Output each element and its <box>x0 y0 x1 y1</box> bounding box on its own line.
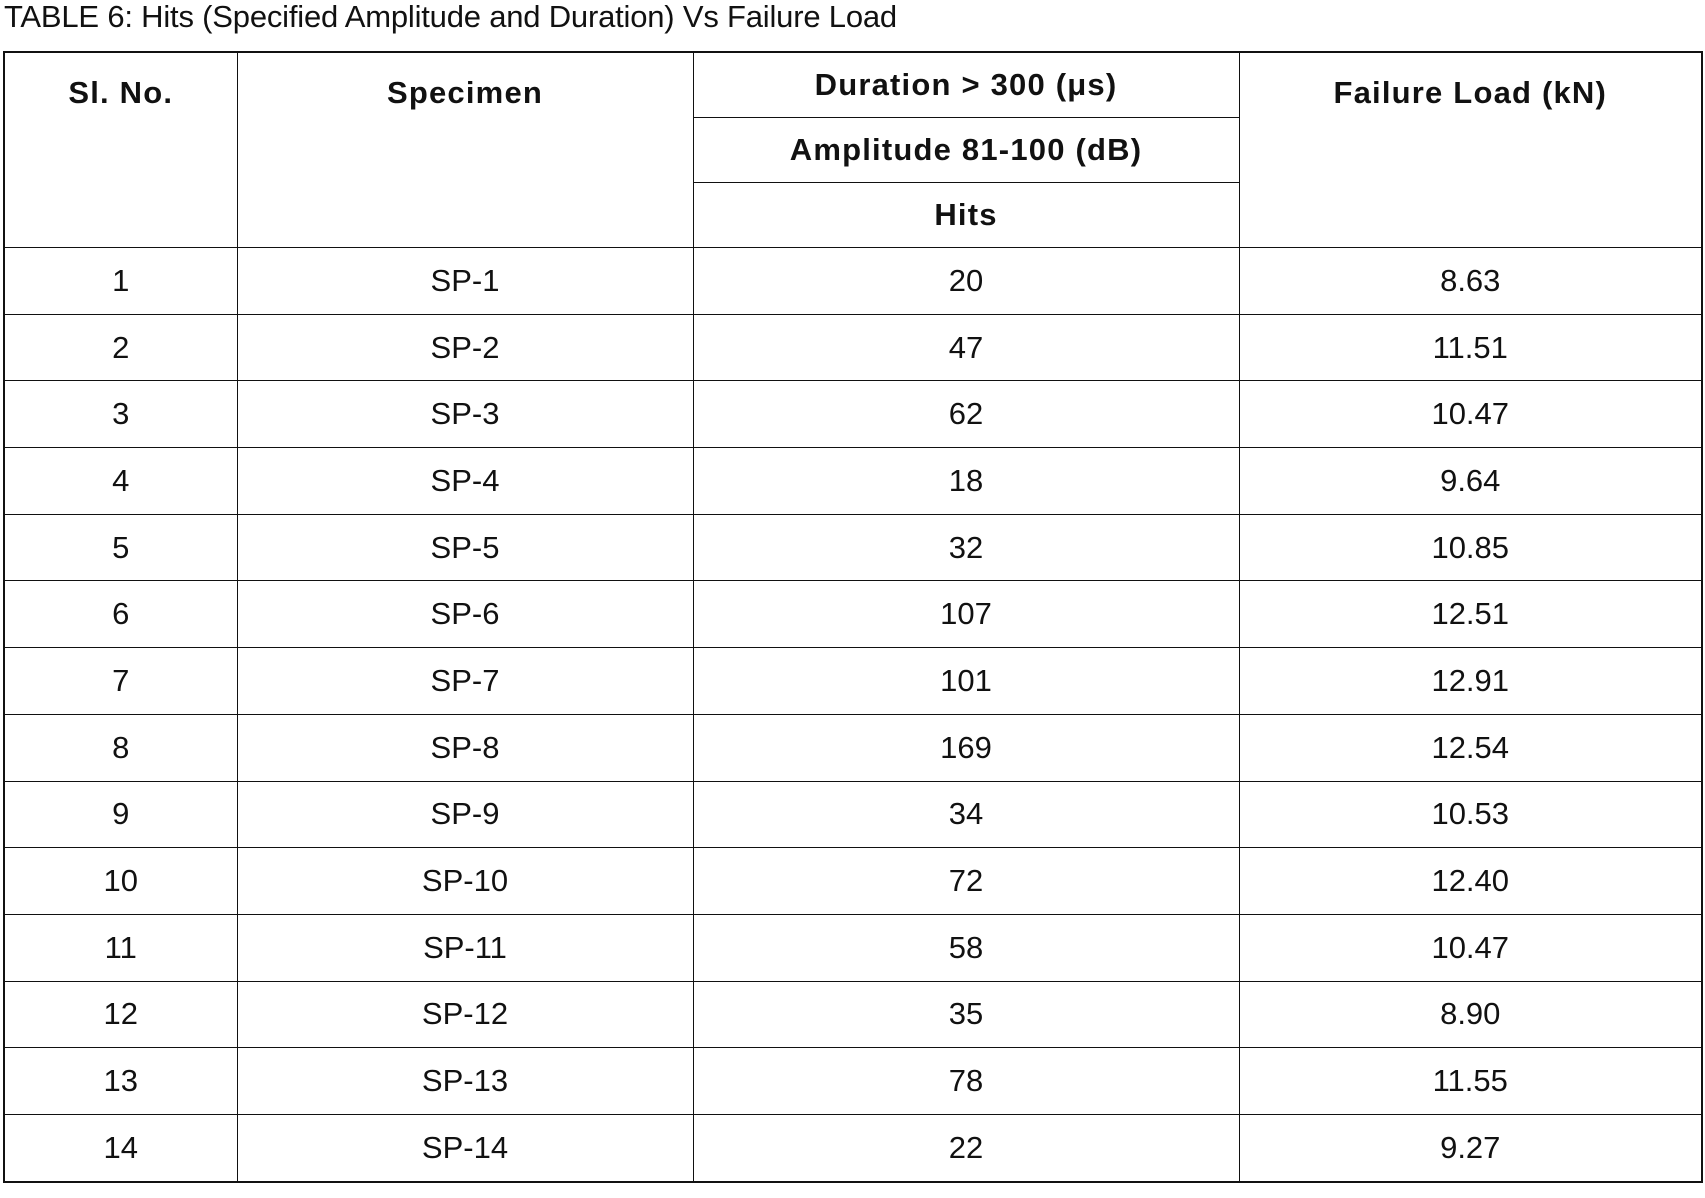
header-amplitude: Amplitude 81-100 (dB) <box>693 118 1239 183</box>
cell-hits: 35 <box>693 981 1239 1048</box>
cell-specimen: SP-6 <box>237 581 693 648</box>
cell-hits: 62 <box>693 381 1239 448</box>
cell-sl-no: 9 <box>4 781 237 848</box>
table-row <box>4 981 1702 1048</box>
cell-failure-load: 10.53 <box>1239 781 1702 848</box>
cell-failure-load: 12.54 <box>1239 714 1702 781</box>
table-row <box>4 381 1702 448</box>
cell-specimen: SP-9 <box>237 781 693 848</box>
cell-failure-load: 10.47 <box>1239 381 1702 448</box>
table-row <box>4 514 1702 581</box>
cell-sl-no: 7 <box>4 648 237 715</box>
header-hits: Hits <box>693 183 1239 248</box>
table-row <box>4 648 1702 715</box>
cell-hits: 58 <box>693 914 1239 981</box>
cell-hits: 169 <box>693 714 1239 781</box>
cell-sl-no: 10 <box>4 848 237 915</box>
cell-specimen: SP-4 <box>237 448 693 515</box>
cell-failure-load: 11.51 <box>1239 314 1702 381</box>
cell-hits: 72 <box>693 848 1239 915</box>
cell-specimen: SP-8 <box>237 714 693 781</box>
cell-sl-no: 8 <box>4 714 237 781</box>
cell-specimen: SP-2 <box>237 314 693 381</box>
cell-failure-load: 9.27 <box>1239 1114 1702 1181</box>
table-row <box>4 848 1702 915</box>
table-row <box>4 1048 1702 1115</box>
cell-specimen: SP-1 <box>237 248 693 315</box>
cell-specimen: SP-11 <box>237 914 693 981</box>
cell-specimen: SP-14 <box>237 1114 693 1181</box>
cell-hits: 107 <box>693 581 1239 648</box>
cell-sl-no: 3 <box>4 381 237 448</box>
cell-specimen: SP-12 <box>237 981 693 1048</box>
cell-sl-no: 11 <box>4 914 237 981</box>
table-row <box>4 714 1702 781</box>
cell-hits: 78 <box>693 1048 1239 1115</box>
table-row <box>4 581 1702 648</box>
cell-failure-load: 8.63 <box>1239 248 1702 315</box>
cell-failure-load: 12.51 <box>1239 581 1702 648</box>
cell-hits: 32 <box>693 514 1239 581</box>
table-row <box>4 314 1702 381</box>
cell-failure-load: 11.55 <box>1239 1048 1702 1115</box>
table-row <box>4 914 1702 981</box>
cell-specimen: SP-3 <box>237 381 693 448</box>
cell-failure-load: 10.85 <box>1239 514 1702 581</box>
cell-specimen: SP-5 <box>237 514 693 581</box>
cell-hits: 34 <box>693 781 1239 848</box>
cell-sl-no: 2 <box>4 314 237 381</box>
cell-hits: 20 <box>693 248 1239 315</box>
hits-vs-failure-load-table <box>3 51 1703 1183</box>
header-duration: Duration > 300 (μs) <box>693 52 1239 118</box>
header-failure-load: Failure Load (kN) <box>1239 52 1702 248</box>
cell-hits: 47 <box>693 314 1239 381</box>
cell-failure-load: 10.47 <box>1239 914 1702 981</box>
cell-specimen: SP-10 <box>237 848 693 915</box>
cell-hits: 22 <box>693 1114 1239 1181</box>
cell-hits: 101 <box>693 648 1239 715</box>
table-row <box>4 1114 1702 1181</box>
cell-sl-no: 1 <box>4 248 237 315</box>
cell-failure-load: 9.64 <box>1239 448 1702 515</box>
cell-hits: 18 <box>693 448 1239 515</box>
table-row <box>4 781 1702 848</box>
table-header <box>4 52 1702 248</box>
table-caption: TABLE 6: Hits (Specified Amplitude and Duration) Vs Failure Load <box>4 0 897 34</box>
header-sl-no: Sl. No. <box>4 52 237 248</box>
cell-sl-no: 6 <box>4 581 237 648</box>
cell-failure-load: 8.90 <box>1239 981 1702 1048</box>
table-row <box>4 248 1702 315</box>
cell-specimen: SP-7 <box>237 648 693 715</box>
cell-failure-load: 12.91 <box>1239 648 1702 715</box>
header-specimen: Specimen <box>237 52 693 248</box>
cell-specimen: SP-13 <box>237 1048 693 1115</box>
cell-failure-load: 12.40 <box>1239 848 1702 915</box>
cell-sl-no: 5 <box>4 514 237 581</box>
table-body <box>4 248 1702 1182</box>
cell-sl-no: 12 <box>4 981 237 1048</box>
cell-sl-no: 13 <box>4 1048 237 1115</box>
table-row <box>4 448 1702 515</box>
cell-sl-no: 4 <box>4 448 237 515</box>
cell-sl-no: 14 <box>4 1114 237 1181</box>
